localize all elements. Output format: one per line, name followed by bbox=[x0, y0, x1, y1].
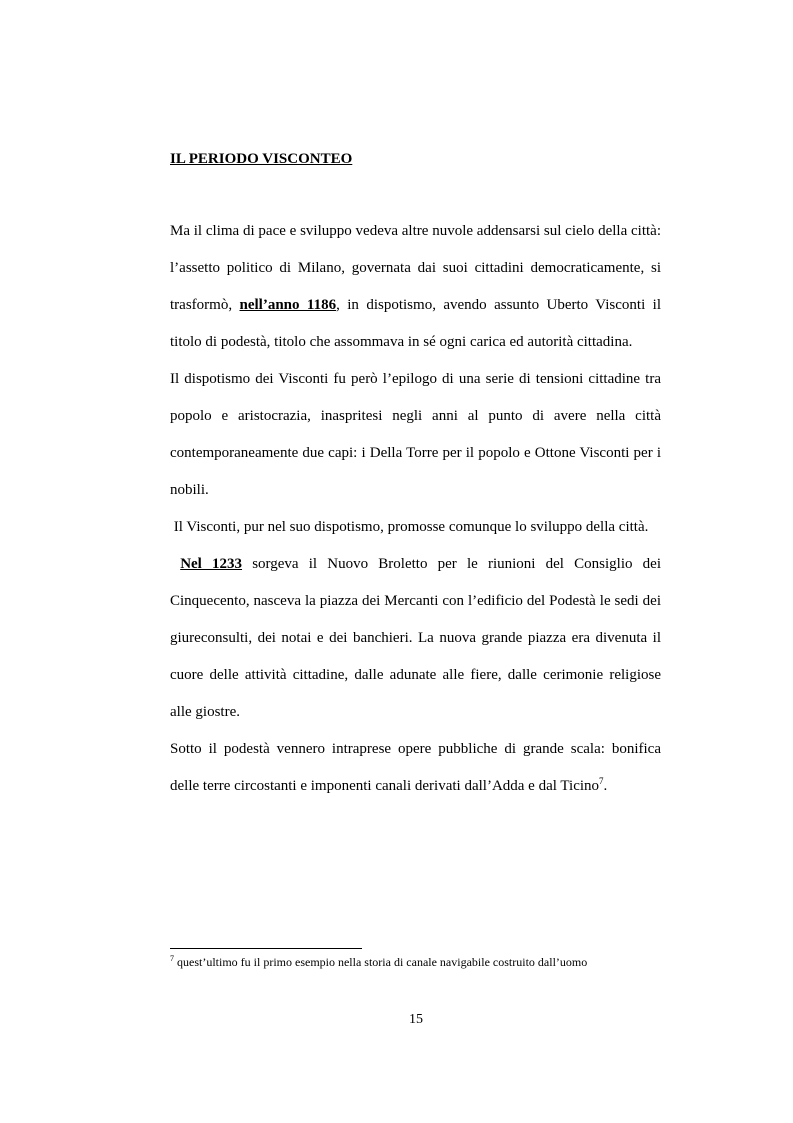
year-1186-highlight: nell’anno 1186 bbox=[239, 297, 337, 313]
paragraph-2: Il dispotismo dei Visconti fu però l’epilogo di una serie di tensioni cittadine tra popolo e aristocrazia, inaspritesi negli anni al punto di avere nella città contemporaneamente due capi: i Della Torre per il popolo e Ottone Visconti per i nobili. bbox=[170, 371, 661, 498]
footnote-reference[interactable]: 7 bbox=[599, 776, 604, 786]
paragraph-4 bbox=[170, 546, 661, 731]
paragraph-1 bbox=[170, 213, 661, 361]
paragraph-1-text-end: , in dispotismo, avendo assunto Uberto Visconti il titolo di podestà, titolo che assommava in sé ogni carica ed autorità cittadina. bbox=[170, 297, 661, 350]
footnote-divider bbox=[170, 948, 362, 949]
footnote-text: quest’ultimo fu il primo esempio nella storia di canale navigabile costruito dall’uomo bbox=[177, 955, 588, 969]
paragraph-4-text: sorgeva il Nuovo Broletto per le riunioni del Consiglio dei Cinquecento, nasceva la piazza dei Mercanti con l’edificio del Podestà le sedi dei giureconsulti, dei notai e dei banchieri. La nuova grande piazza era divenuta il cuore delle attività cittadine, dalle adunate alle fiere, dalle cerimonie religiose alle giostre. bbox=[170, 556, 661, 720]
page-number: 15 bbox=[409, 1012, 423, 1027]
year-1233-highlight: Nel 1233 bbox=[180, 556, 243, 572]
paragraph-5 bbox=[170, 731, 661, 805]
paragraph-3 bbox=[170, 509, 661, 546]
paragraph-3-text: Il Visconti, pur nel suo dispotismo, promosse comunque lo sviluppo della città. bbox=[173, 519, 649, 535]
section-heading: IL PERIODO VISCONTEO bbox=[170, 151, 353, 167]
paragraph-5-text: Sotto il podestà vennero intraprese opere pubbliche di grande scala: bonifica delle terre circostanti e imponenti canali derivati dall’Adda e dal Ticino bbox=[170, 741, 661, 794]
footnote bbox=[170, 955, 587, 970]
paragraph-5-end: . bbox=[603, 778, 608, 794]
body-text bbox=[170, 213, 661, 805]
footnote-marker: 7 bbox=[170, 954, 174, 963]
paragraph-1-text-start: Ma il clima di pace e sviluppo vedeva altre nuvole addensarsi sul cielo della città: l’assetto politico di Milano, governata dai suoi cittadini democraticamente, si trasformò, bbox=[170, 223, 661, 313]
